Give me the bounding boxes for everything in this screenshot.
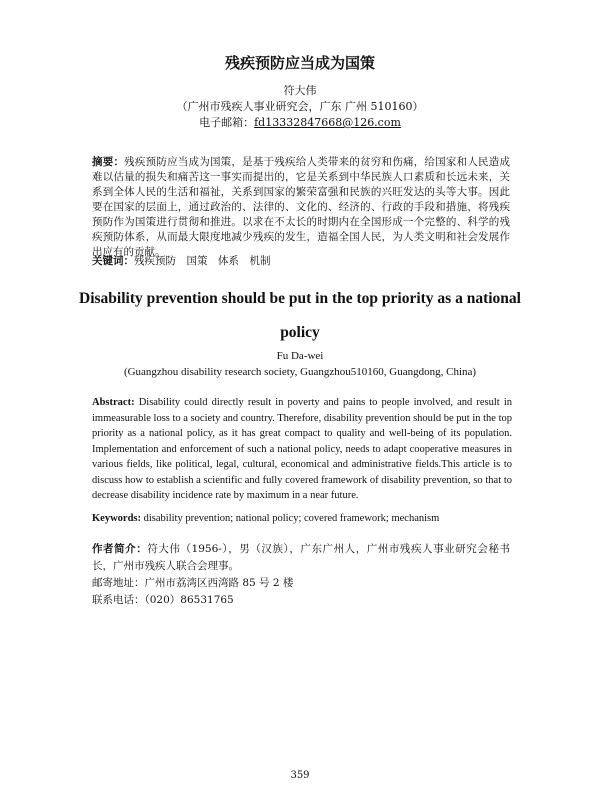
page-number: 359 — [290, 770, 310, 781]
english-affiliation: (Guangzhou disability research society, Guangzhou510160, Guangdong, China) — [123, 366, 477, 378]
english-author: Fu Da-wei — [276, 350, 324, 362]
chinese-email-line — [0, 114, 600, 130]
chinese-title: 残疾预防应当成为国策 — [224, 54, 375, 72]
chinese-abstract-label: 摘要： — [92, 156, 125, 168]
english-abstract-text: Disability could directly result in poverty and pains to people involved, and result in immeasurable loss to a society and country. Therefore, disability prevention should be put in the top priority as a national policy, as it has great compact to quality and well-being of its population. Implementation and enforcement of such a national policy, needs to adapt cooperative measures in various fields, like political, legal, cultural, economical and administrative fields.This article is to discuss how to establish a scientific and fully covered framework of disability prevention, so that to decrease disability incidence rate by maximum in a near future. — [92, 397, 512, 501]
chinese-abstract — [92, 155, 510, 260]
contact-phone-label: 联系电话： — [92, 594, 145, 606]
english-title-line-2: policy — [280, 324, 320, 341]
chinese-keywords-text: 残疾预防 国策 体系 机制 — [134, 255, 271, 267]
english-title-line-1: Disability prevention should be put in the top priority as a national — [79, 290, 521, 307]
chinese-affiliation: （广州市残疾人事业研究会，广东 广州 510160） — [176, 100, 424, 113]
chinese-keywords — [92, 254, 510, 269]
mailing-address-text: 广州市荔湾区西湾路 85 号 2 楼 — [144, 577, 294, 589]
english-keywords — [92, 511, 512, 527]
contact-phone — [92, 592, 512, 609]
english-abstract-label: Abstract: — [92, 397, 135, 408]
mailing-address — [92, 575, 512, 592]
mailing-address-label: 邮寄地址： — [92, 577, 145, 589]
chinese-abstract-text: 残疾预防应当成为国策，是基于残疾给人类带来的贫穷和伤痛，给国家和人民造成难以估量的损失和痛苦这一事实而提出的，它是关系到中华民族人口素质和长远未来，关系到全体人民的生活和福祉，关系到国家的繁荣富强和民族的兴旺发达的头等大事。因此要在国家的层面上，通过政治的、法律的、文化的、经济的、行政的手段和措施，将残疾预防作为国策进行贯彻和推进。以求在不太长的时期内在全国形成一个完整的、科学的残疾预防体系，从而最大限度地减少残疾的发生，造福全国人民，为人类文明和社会发展作出应有的贡献。 — [92, 156, 510, 258]
english-keywords-text: disability prevention; national policy; covered framework; mechanism — [143, 513, 440, 524]
email-label: 电子邮箱： — [199, 116, 255, 129]
author-bio-text: 符大伟（1956-），男（汉族），广东广州人，广州市残疾人事业研究会秘书长，广州市残疾人联合会理事。 — [92, 543, 510, 572]
author-bio — [92, 541, 510, 575]
email-link[interactable]: fd13332847668@126.com — [254, 116, 401, 129]
contact-phone-text: （020）86531765 — [144, 594, 234, 606]
chinese-author: 符大伟 — [283, 84, 317, 97]
author-bio-label: 作者简介： — [92, 543, 148, 555]
english-keywords-label: Keywords: — [92, 513, 141, 524]
english-abstract — [92, 395, 512, 504]
chinese-keywords-label: 关键词： — [92, 255, 134, 267]
